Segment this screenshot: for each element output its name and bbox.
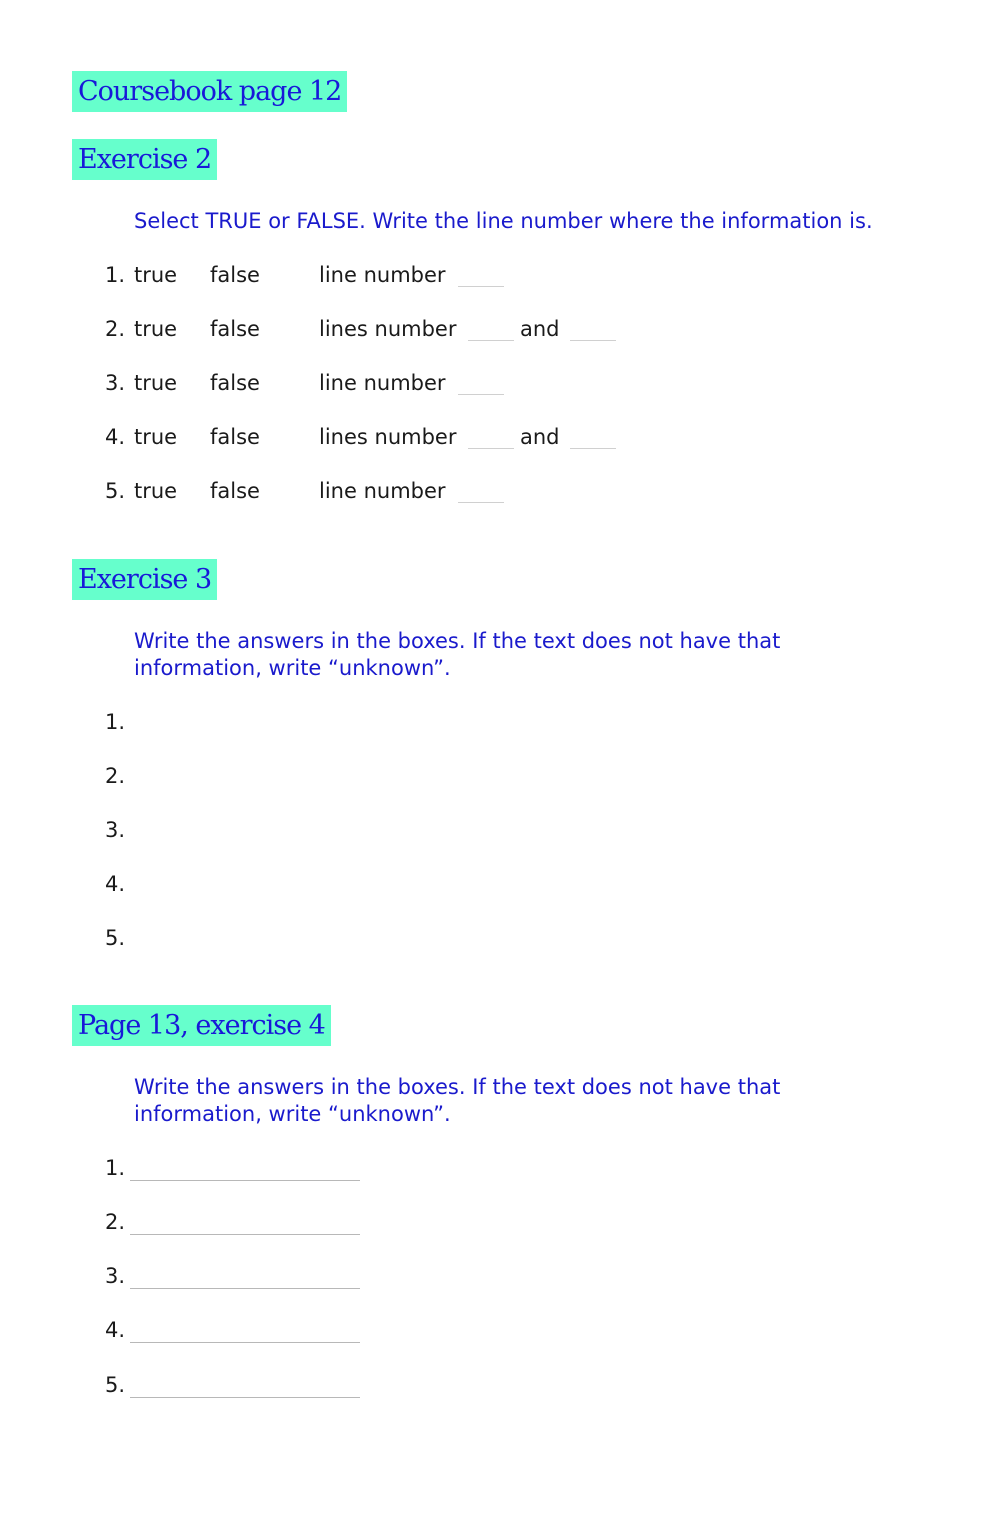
exercise-4-instruction: Write the answers in the boxes. If the text does not have that information, write “unknown”. — [134, 1075, 781, 1126]
exercise-3-instruction: Write the answers in the boxes. If the text does not have that information, write “unknown”. — [134, 629, 781, 680]
line-number-input-a[interactable] — [468, 422, 514, 449]
item-number: 4. — [105, 872, 126, 896]
answer-box[interactable] — [130, 707, 430, 737]
heading-coursebook-page: Coursebook page 12 — [72, 71, 347, 112]
line-number-label: line number — [319, 479, 446, 503]
ex3-item-1 — [0, 707, 1000, 737]
answer-box[interactable] — [130, 923, 430, 953]
ex2-item-1 — [0, 260, 1000, 290]
false-option[interactable]: false — [210, 479, 260, 503]
ex2-item-3 — [0, 368, 1000, 398]
item-number: 3. — [105, 818, 126, 842]
item-number: 3. — [105, 1264, 126, 1288]
answer-input[interactable] — [130, 1318, 360, 1343]
line-number-label: lines number — [319, 425, 457, 449]
item-number: 2. — [105, 764, 126, 788]
heading-exercise-2: Exercise 2 — [72, 139, 217, 180]
ex3-item-4 — [0, 869, 1000, 899]
heading-exercise-3: Exercise 3 — [72, 559, 217, 600]
exercise-2-instruction: Select TRUE or FALSE. Write the line number where the information is. — [134, 209, 873, 233]
line-number-input-a[interactable] — [468, 314, 514, 341]
item-number: 5. — [105, 926, 126, 950]
item-number: 4. — [105, 1318, 126, 1342]
answer-box[interactable] — [130, 815, 430, 845]
item-number: 1. — [105, 710, 126, 734]
line-number-label: line number — [319, 263, 446, 287]
false-option[interactable]: false — [210, 263, 260, 287]
item-number: 4. — [105, 425, 126, 449]
ex3-item-2 — [0, 761, 1000, 791]
line-number-input-b[interactable] — [570, 314, 616, 341]
answer-box[interactable] — [130, 869, 430, 899]
line-number-input[interactable] — [458, 368, 504, 395]
ex2-item-4 — [0, 422, 1000, 452]
item-number: 3. — [105, 371, 126, 395]
item-number: 1. — [105, 263, 126, 287]
false-option[interactable]: false — [210, 317, 260, 341]
answer-input[interactable] — [130, 1210, 360, 1235]
answer-input[interactable] — [130, 1264, 360, 1289]
ex2-item-2 — [0, 314, 1000, 344]
line-number-label: line number — [319, 371, 446, 395]
false-option[interactable]: false — [210, 371, 260, 395]
true-option[interactable]: true — [134, 479, 178, 503]
ex2-item-5 — [0, 476, 1000, 506]
item-number: 5. — [105, 1373, 126, 1397]
item-number: 5. — [105, 479, 126, 503]
heading-page-13-exercise-4: Page 13, exercise 4 — [72, 1005, 331, 1046]
line-number-label: lines number — [319, 317, 457, 341]
answer-input[interactable] — [130, 1373, 360, 1398]
true-option[interactable]: true — [134, 371, 178, 395]
answer-box[interactable] — [130, 761, 430, 791]
line-number-input[interactable] — [458, 476, 504, 503]
item-number: 2. — [105, 317, 126, 341]
and-label: and — [520, 317, 560, 341]
true-option[interactable]: true — [134, 425, 178, 449]
ex3-item-5 — [0, 923, 1000, 953]
item-number: 2. — [105, 1210, 126, 1234]
ex3-item-3 — [0, 815, 1000, 845]
true-option[interactable]: true — [134, 263, 178, 287]
item-number: 1. — [105, 1156, 126, 1180]
answer-input[interactable] — [130, 1156, 360, 1181]
line-number-input-b[interactable] — [570, 422, 616, 449]
and-label: and — [520, 425, 560, 449]
false-option[interactable]: false — [210, 425, 260, 449]
line-number-input[interactable] — [458, 260, 504, 287]
true-option[interactable]: true — [134, 317, 178, 341]
